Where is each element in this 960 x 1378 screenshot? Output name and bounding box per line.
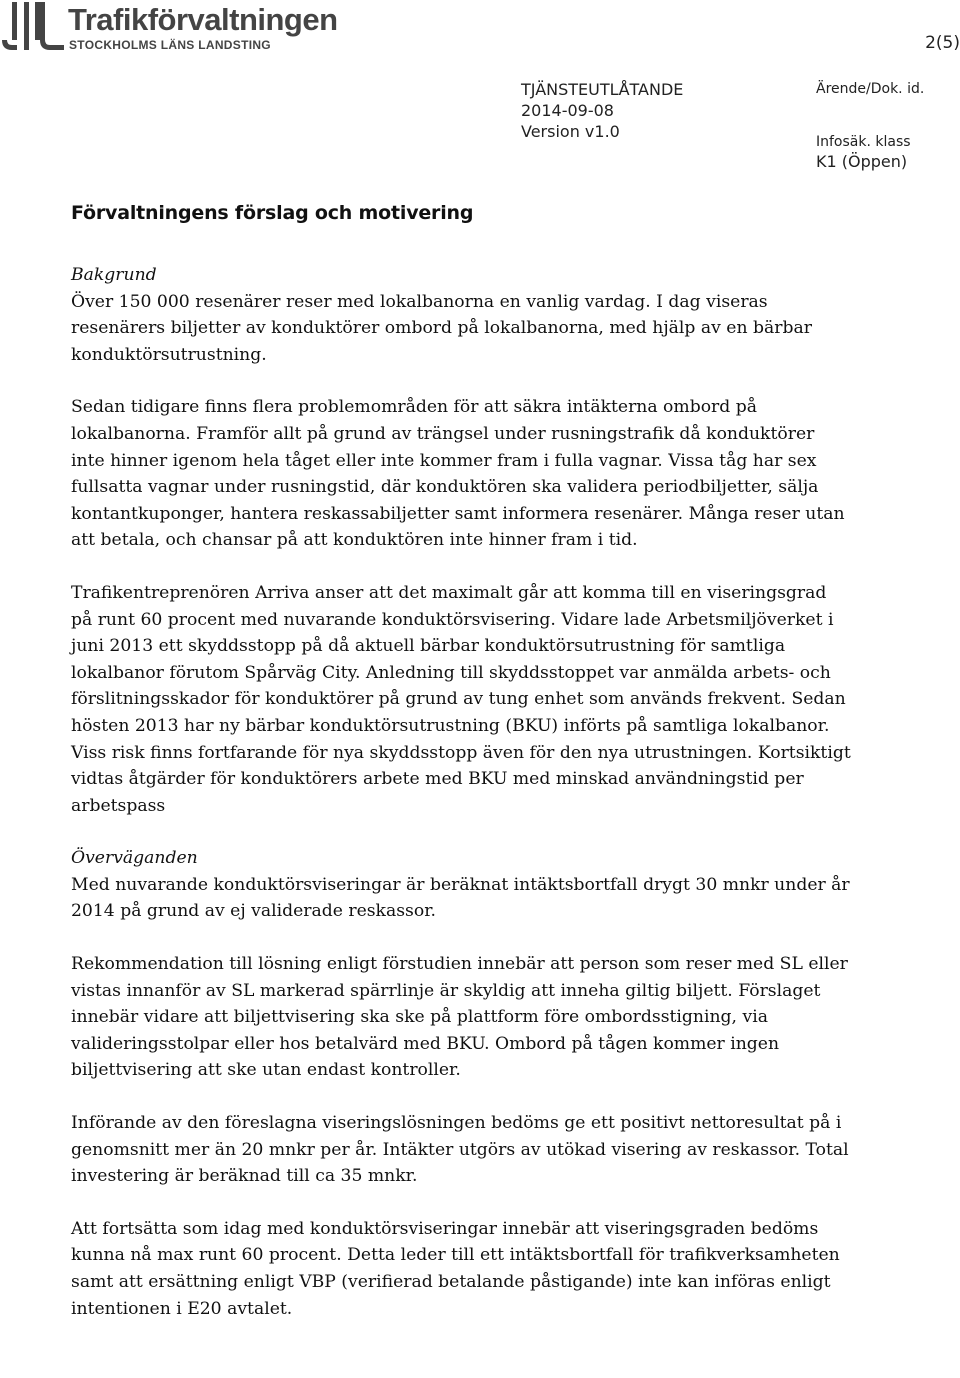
document-type: TJÄNSTEUTLÅTANDE — [521, 80, 684, 99]
case-id-label: Ärende/Dok. id. — [816, 81, 925, 97]
document-body — [71, 198, 851, 1348]
document-date: 2014-09-08 — [521, 101, 614, 120]
paragraph-1: Över 150 000 resenärer reser med lokalbanorna en vanlig vardag. I dag viseras resenärers biljetter av konduktörer ombord på lokalbanorna, med hjälp av en bärbar konduktörsutrustning. — [71, 291, 812, 365]
info-security-label: Infosäk. klass — [816, 134, 911, 150]
trafikforvaltningen-logo — [2, 2, 338, 52]
paragraph-7: Att fortsätta som idag med konduktörsviseringar innebär att viseringsgraden bedöms kunna nå max runt 60 procent. Detta leder till ett intäktsbortfall för trafikverksamheten samt att ersättning enligt VBP (verifierad betalande påstigande) inte kan införas enligt intentionen i E20 avtalet. — [71, 1218, 840, 1319]
paragraph-3: Trafikentreprenören Arriva anser att det maximalt går att komma till en viseringsgrad på runt 60 procent med nuvarande konduktörsvisering. Vidare lade Arbetsmiljöverket i juni 2013 ett skyddsstopp på då aktuell bärbar konduktörsutrustning för samtliga lokalbanor förutom Spårväg City. Anledning till skyddsstoppet var anmälda arbets- och förslitningsskador för konduktörer på grund av tung enhet som används frekvent. Sedan hösten 2013 har ny bärbar konduktörsutrustning (BKU) införts på samtliga lokalbanor. Viss risk finns fortfarande för nya skyddsstopp även för den nya utrustningen. Kortsiktigt vidtas åtgärder för konduktörers arbete med BKU med minskad användningstid per arbetspass — [71, 582, 851, 816]
paragraph-5: Rekommendation till lösning enligt förstudien innebär att person som reser med SL eller vistas innanför av SL markerad spärrlinje är skyldig att inneha giltig biljett. Förslaget innebär vidare att biljettvisering ska ske på plattform före ombordsstigning, via valideringsstolpar eller hos betalvärd med BKU. Ombord på tågen kommer ingen biljettvisering att ske utan endast kontroller. — [71, 954, 848, 1081]
page-number: 2(5) — [925, 33, 960, 53]
logo-name: Trafikförvaltningen — [68, 2, 338, 37]
info-security-class: K1 (Öppen) — [816, 152, 908, 171]
paragraph-4: Med nuvarande konduktörsviseringar är beräknat intäktsbortfall drygt 30 mnkr under år 2014 på grund av ej validerade reskassor. — [71, 874, 850, 922]
document-title: Förvaltningens förslag och motivering — [71, 202, 474, 224]
document-version: Version v1.0 — [521, 122, 620, 141]
logo-mark-icon — [2, 2, 64, 52]
paragraph-2: Sedan tidigare finns flera problemområden för att säkra intäkterna ombord på lokalbanorna. Framför allt på grund av trängsel under rusningstrafik då konduktörer inte hinner igenom hela tåget eller inte kommer fram i fulla vagnar. Vissa tåg har sex fullsatta vagnar under rusningstid, där konduktören ska validera periodbiljetter, sälja kontantkuponger, hantera reskassabiljetter samt informera resenärer. Många reser utan att betala, och chansar på att konduktören inte hinner fram i tid. — [71, 397, 845, 551]
logo-subtitle: STOCKHOLMS LÄNS LANDSTING — [69, 38, 271, 52]
section-heading-overvaganden: Överväganden — [71, 848, 198, 869]
section-heading-bakgrund: Bakgrund — [71, 265, 157, 285]
paragraph-6: Införande av den föreslagna viseringslösningen bedöms ge ett positivt nettoresultat på i genomsnitt mer än 20 mnkr per år. Intäkter utgörs av utökad visering av reskassor. Total investering är beräknad till ca 35 mnkr. — [71, 1113, 849, 1187]
